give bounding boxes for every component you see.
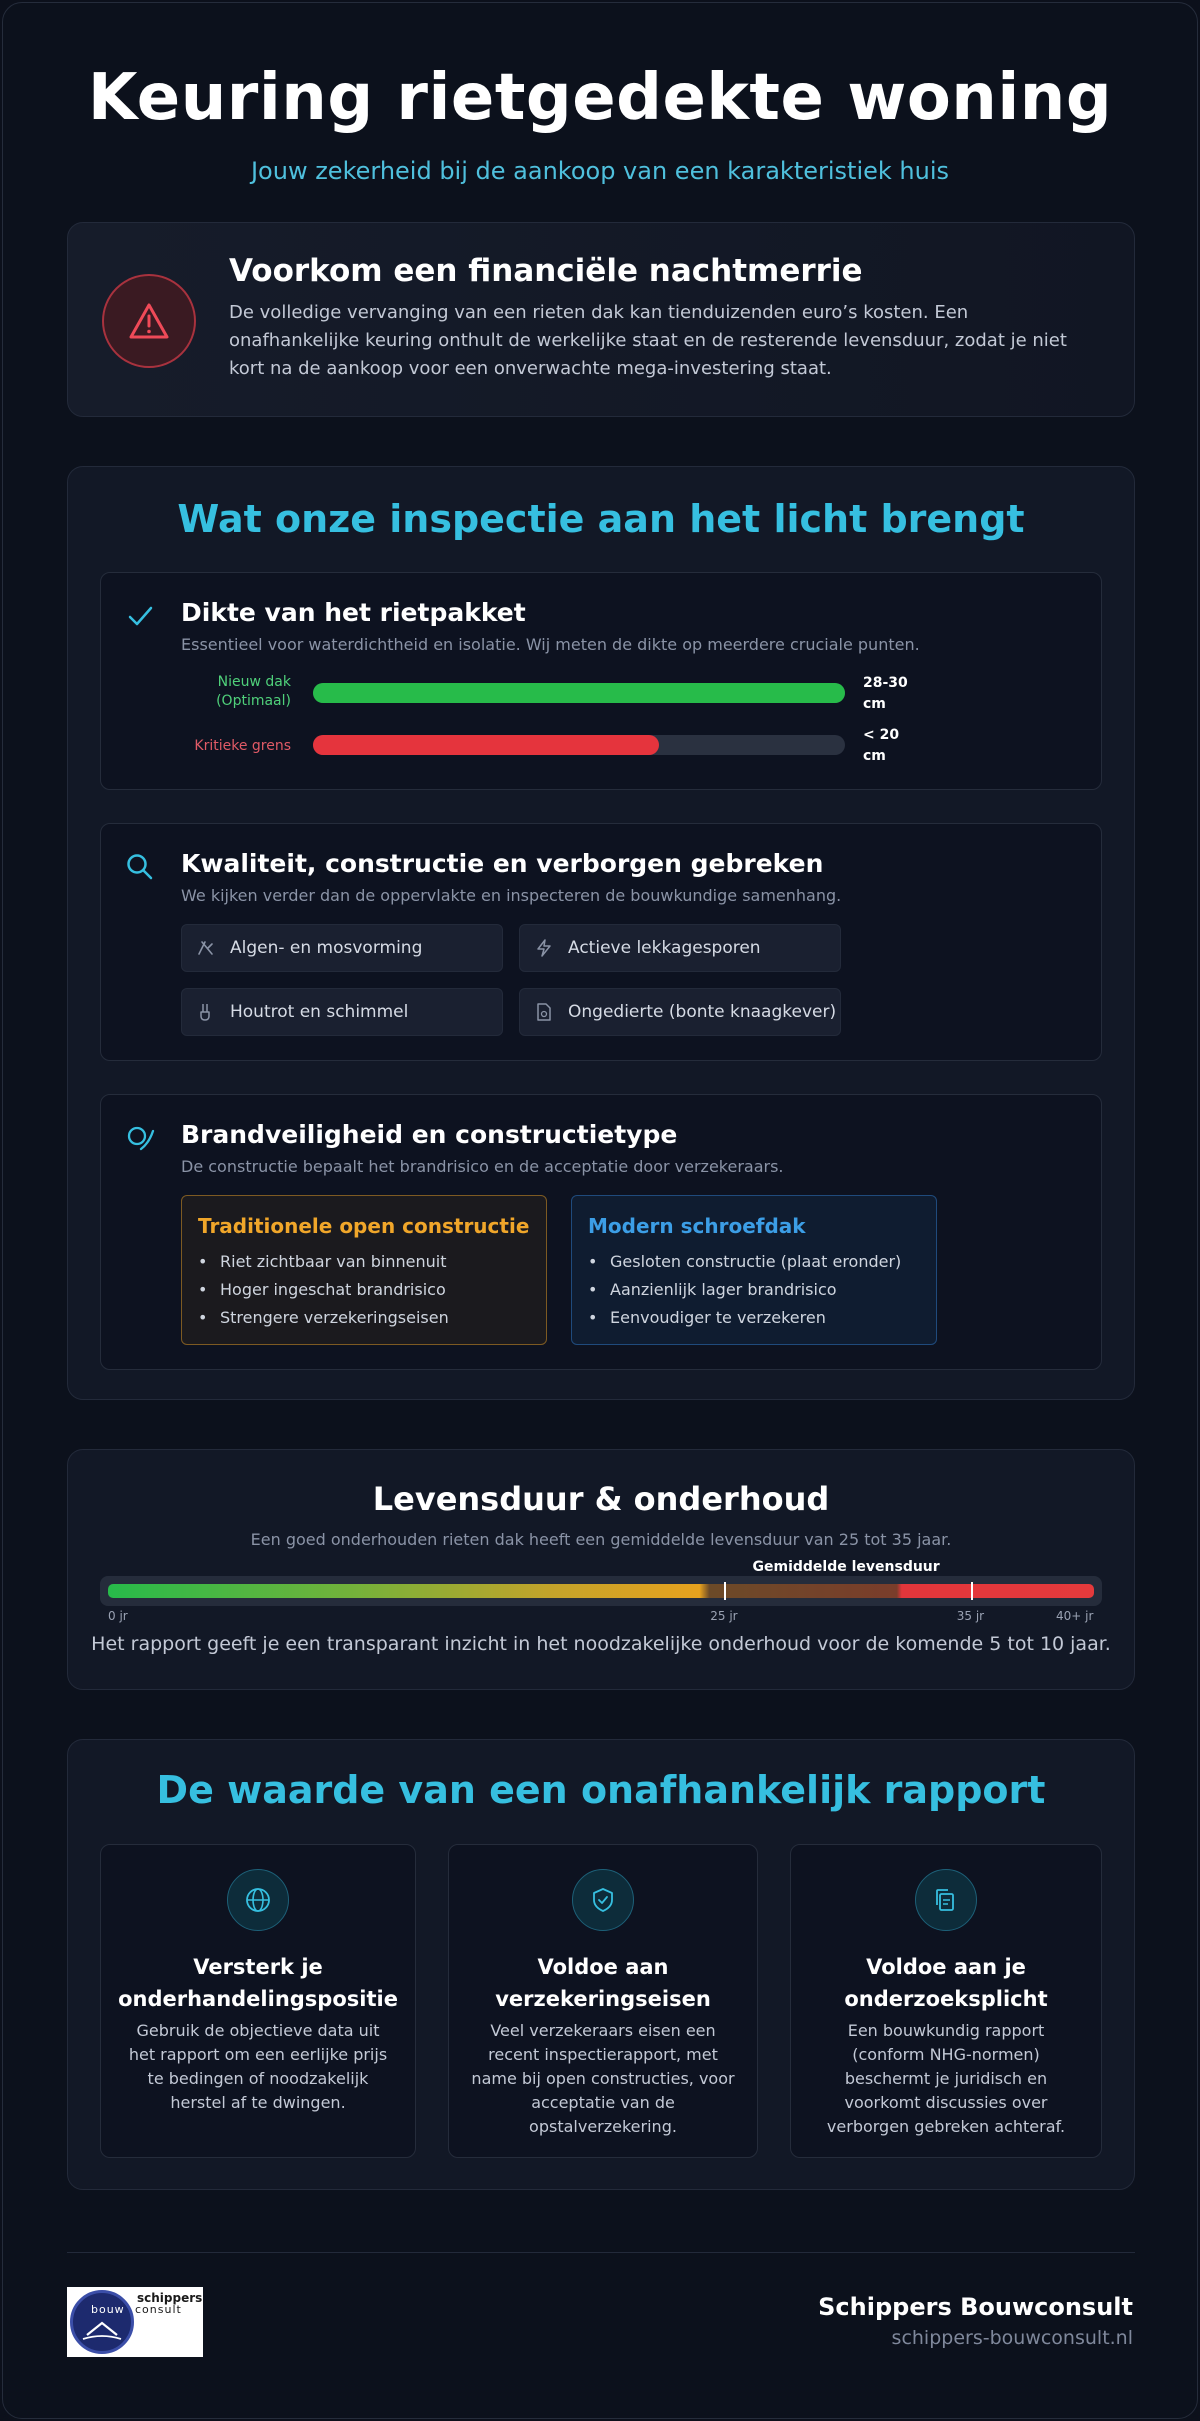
modern-list — [588, 1248, 920, 1332]
flame-icon — [125, 1123, 155, 1153]
bar-value — [863, 725, 899, 767]
thickness-desc: Essentieel voor waterdichtheid en isolatie. Wij meten de dikte op meerdere cruciale punten. — [181, 635, 920, 654]
bar-label — [141, 673, 291, 711]
quality-item-label: Actieve lekkagesporen — [568, 938, 761, 958]
alert-card — [67, 222, 1135, 417]
list-item: • Gesloten constructie (plaat eronder) — [588, 1248, 920, 1276]
logo-text: bouw — [91, 2303, 125, 2316]
value-card-text: Een bouwkundig rapport (conform NHG-normen) beschermt je juridisch en voorkomt discussies over verborgen gebreken achteraf. — [826, 2021, 1066, 2136]
value-card — [448, 1844, 758, 2158]
list-item: • Strengere verzekeringseisen — [198, 1304, 530, 1332]
list-item: • Eenvoudiger te verzekeren — [588, 1304, 920, 1332]
lifespan-track — [100, 1576, 1102, 1606]
footer-divider — [67, 2252, 1135, 2253]
bar-track — [313, 683, 845, 703]
moss-icon — [196, 938, 216, 958]
traditional-construction-box — [181, 1195, 547, 1345]
quality-item-label: Ongedierte (bonte knaagkever) — [568, 1002, 837, 1022]
lifespan-tick: 40+ jr — [1056, 1609, 1094, 1623]
company-logo — [67, 2287, 203, 2357]
page — [2, 2, 1198, 2419]
value-title: De waarde van een onafhankelijk rapport — [156, 1768, 1046, 1812]
inspection-title: Wat onze inspectie aan het licht brengt — [177, 497, 1025, 541]
page-title: Keuring rietgedekte woning — [87, 61, 1113, 135]
lightning-icon — [534, 938, 554, 958]
lifespan-tick: 25 jr — [710, 1609, 738, 1623]
modern-construction-box — [571, 1195, 937, 1345]
magnifier-icon — [125, 852, 155, 882]
value-section — [67, 1739, 1135, 2190]
hero — [3, 3, 1197, 185]
title-line: onderhandelingspositie — [118, 1987, 398, 2011]
title-line: Voldoe aan je — [866, 1955, 1026, 1979]
lifespan-desc: Een goed onderhouden rieten dak heeft een gemiddelde levensduur van 25 tot 35 jaar. — [250, 1530, 952, 1549]
globe-icon — [227, 1869, 289, 1931]
title-line: verzekeringseisen — [495, 1987, 711, 2011]
inspection-section — [67, 466, 1135, 1400]
rot-icon — [196, 1002, 216, 1022]
modern-title: Modern schroefdak — [588, 1214, 806, 1238]
lifespan-title: Levensduur & onderhoud — [372, 1480, 830, 1518]
lifespan-section — [67, 1449, 1135, 1690]
value-card-text: Gebruik de objectieve data uit het rapport om een eerlijke prijs te bedingen of noodzakelijk herstel af te dwingen. — [128, 2021, 388, 2112]
bar-fill — [313, 683, 845, 703]
thickness-bar-critical — [101, 725, 1103, 765]
quality-item-label: Houtrot en schimmel — [230, 1002, 409, 1022]
shield-check-icon — [572, 1869, 634, 1931]
value-card — [100, 1844, 416, 2158]
logo-text: consult — [135, 2303, 182, 2316]
fire-card — [100, 1094, 1102, 1370]
fire-title: Brandveiligheid en constructietype — [181, 1120, 678, 1149]
bar-label-line: Kritieke grens — [194, 738, 291, 754]
bar-value — [863, 673, 908, 715]
list-item: • Riet zichtbaar van binnenuit — [198, 1248, 530, 1276]
title-line: onderzoeksplicht — [844, 1987, 1048, 2011]
lifespan-gradient-bar — [108, 1584, 1094, 1598]
bar-label-line: (Optimaal) — [216, 693, 291, 709]
bar-label-line: Nieuw dak — [217, 674, 291, 690]
bar-value-line: < 20 — [863, 727, 900, 743]
alert-text: De volledige vervanging van een rieten dak kan tienduizenden euro’s kosten. Een onafhankelijke keuring onthult de werkelijke staat en de resterende levensduur, zodat je niet kort na de aankoop voor een onverwachte mega-investering staat. — [229, 302, 1067, 379]
value-card-title — [111, 1951, 405, 2015]
quality-title: Kwaliteit, constructie en verborgen gebreken — [181, 849, 824, 878]
quality-item — [519, 924, 841, 972]
bar-value-line: cm — [863, 696, 886, 712]
value-card-text: Veel verzekeraars eisen een recent inspectierapport, met name bij open constructies, voor acceptatie van de opstalverzekering. — [471, 2021, 735, 2136]
lifespan-tick: 0 jr — [108, 1609, 128, 1623]
bar-value-line: cm — [863, 748, 886, 764]
average-lifespan-label: Gemiddelde levensduur — [752, 1559, 940, 1575]
value-card-title — [801, 1951, 1091, 2015]
warning-triangle-icon — [102, 274, 196, 368]
lifespan-note: Het rapport geeft je een transparant inzicht in het noodzakelijke onderhoud voor de komende 5 tot 10 jaar. — [91, 1633, 1111, 1655]
bar-label — [141, 737, 291, 756]
fire-desc: De constructie bepaalt het brandrisico en de acceptatie door verzekeraars. — [181, 1157, 784, 1176]
page-subtitle: Jouw zekerheid bij de aankoop van een karakteristiek huis — [250, 157, 950, 185]
traditional-list — [198, 1248, 530, 1332]
bar-value-line: 28-30 — [863, 675, 908, 691]
traditional-title: Traditionele open constructie — [198, 1214, 530, 1238]
list-item: • Aanzienlijk lager brandrisico — [588, 1276, 920, 1304]
lifespan-marker-start — [724, 1582, 726, 1600]
alert-title: Voorkom een financiële nachtmerrie — [229, 253, 863, 289]
title-line: Versterk je — [193, 1955, 323, 1979]
thickness-card — [100, 572, 1102, 790]
logo-text: schippers — [137, 2291, 203, 2305]
list-item: • Hoger ingeschat brandrisico — [198, 1276, 530, 1304]
document-bug-icon — [534, 1002, 554, 1022]
quality-desc: We kijken verder dan de oppervlakte en inspecteren de bouwkundige samenhang. — [181, 886, 842, 905]
thickness-bar-new — [101, 673, 1103, 713]
bar-track — [313, 735, 845, 755]
quality-item — [519, 988, 841, 1036]
check-icon — [125, 601, 155, 631]
company-info — [818, 2293, 1133, 2349]
logo-emblem — [70, 2290, 134, 2354]
company-name: Schippers Bouwconsult — [818, 2293, 1133, 2321]
lifespan-marker-end — [971, 1582, 973, 1600]
lifespan-tick: 35 jr — [956, 1609, 985, 1623]
bar-fill — [313, 735, 659, 755]
title-line: Voldoe aan — [537, 1955, 669, 1979]
thickness-title: Dikte van het rietpakket — [181, 598, 526, 627]
quality-item — [181, 988, 503, 1036]
value-card — [790, 1844, 1102, 2158]
documents-icon — [915, 1869, 977, 1931]
company-url[interactable]: schippers-bouwconsult.nl — [891, 2327, 1133, 2349]
quality-item — [181, 924, 503, 972]
value-card-title — [459, 1951, 747, 2015]
quality-card — [100, 823, 1102, 1061]
quality-item-label: Algen- en mosvorming — [230, 938, 423, 958]
